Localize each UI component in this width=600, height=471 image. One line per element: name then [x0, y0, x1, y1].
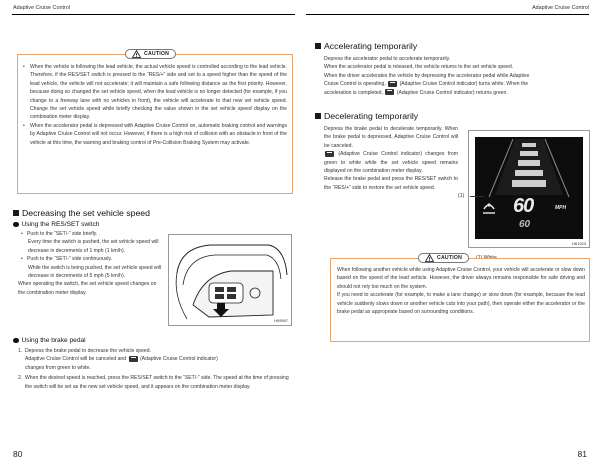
warning-triangle-icon — [132, 50, 141, 58]
meter-unit: MPH — [555, 205, 567, 211]
accelerating-line-5 — [324, 89, 590, 97]
meter-callout-line — [470, 196, 484, 197]
caution-label: CAUTION — [144, 51, 170, 57]
accelerating-line-4-b: (Adaptive Cruise Control indicator) turns white. When the — [399, 81, 529, 88]
brake-step-1-cancel-text: Adaptive Cruise Control will be canceled and — [25, 356, 127, 363]
figure-code-left: H09597 — [273, 318, 288, 323]
cruise-indicator-icon-2 — [388, 81, 397, 87]
brake-step-1 — [13, 347, 293, 372]
right-header-rule — [306, 14, 589, 15]
caution-item-1: • When the vehicle is following the lead vehicle, the actual vehicle speed is controlled according to the lead vehicle. Therefore, if the RES/SET switch is pressed to the “RES/+” side and set to a speed higher than the speed of the lead vehicle, the vehicle will not accelerate; it will maintain a safe following distance as the first priority. However, because doing so changed the set vehicle speed, when the lead vehicle is no longer detected (for example, if you change to a freeway lane with no vehicles in front), the vehicle will accelerate to that new set vehicle speed. Change the set vehicle speed while briefly checking the value shown in the set vehicle speed display on the combination meter display. — [23, 63, 287, 122]
res-set-text — [13, 230, 163, 297]
cruise-indicator-icon-4 — [325, 151, 334, 157]
accelerating-heading — [315, 41, 417, 51]
brake-step-2 — [13, 374, 293, 391]
meter-callout-label: (1) — [458, 193, 465, 199]
warning-triangle-icon-2 — [425, 254, 434, 262]
cruise-indicator-icon-3 — [385, 89, 394, 95]
right-page-header: Adaptive Cruise Control — [532, 5, 589, 11]
decelerating-text-2-wrap — [324, 150, 458, 175]
accelerating-text — [324, 55, 590, 97]
figure-code-right: H61923 — [571, 241, 586, 246]
accelerating-line-4 — [324, 80, 590, 88]
decreasing-heading — [13, 208, 150, 218]
caution-right-text — [337, 266, 585, 316]
accelerating-line-1: Depress the accelerator pedal to accelerate temporarily. — [324, 56, 451, 62]
caution-item-2: • When the accelerator pedal is depressed with Adaptive Cruise Control on, automatic braking control and warnings by Adaptive Cruise Control will not occur. However, if there is a high risk of collision with an obstacle in front of the vehicle at this time, the warning and braking control of Pre-Collision Braking System may activate. — [23, 122, 287, 147]
res-set-bullet-2: • Push to the “SET/-” side continuously. — [13, 255, 163, 263]
accelerating-line-3: When the driver accelerates the vehicle by depressing the accelerator pedal while Adaptive — [324, 72, 530, 79]
steering-switch-figure — [168, 234, 292, 326]
accelerating-line-2: When the accelerator pedal is released, the vehicle returns to the set vehicle speed. — [324, 64, 514, 71]
caution-badge-left — [125, 49, 176, 59]
decreasing-heading-text: Decreasing the set vehicle speed — [22, 208, 150, 218]
caution-right-para-2: If you need to accelerate (for example, to make a lane change) or slow down (for example, because the lead vehicle suddenly slows down or another vehicle cuts into your path), then operate either the accelerator or the brake pedal as appropriate based on surrounding conditions. — [337, 292, 585, 316]
left-header-rule — [12, 14, 295, 15]
brake-step-1-indicator-text: (Adaptive Cruise Control indicator) — [139, 356, 218, 363]
decelerating-text-1: Depress the brake pedal to decelerate temporarily. When the brake pedal is depressed, Adaptive Cruise Control will be canceled. — [324, 126, 458, 149]
meter-set-speed: 60 — [519, 219, 531, 230]
cruise-indicator-icon — [129, 356, 138, 362]
brake-subheading — [13, 337, 86, 344]
cruise-indicator-white-icon — [483, 203, 495, 213]
caution-box-right — [330, 258, 590, 342]
decelerating-text-3: Release the brake pedal and press the RES/SET switch to the “RES/+” side to restore the set vehicle speed. — [324, 176, 458, 191]
brake-subheading-text: Using the brake pedal — [21, 337, 86, 344]
res-set-subheading — [13, 221, 99, 228]
accelerating-line-4-a: Cruise Control is operating, — [324, 81, 386, 88]
section-square-icon-3 — [315, 113, 321, 119]
section-square-icon — [13, 210, 19, 216]
brake-step-1-line-2 — [25, 355, 293, 363]
brake-step-2-text: When the desired speed is reached, press the RES/SET switch to the “SET/-” side. The speed at the time of pressing the switch will be set as the new set vehicle speed, and it appears on the combination meter display. — [25, 375, 289, 390]
accelerating-line-5-a: acceleration is completed, — [324, 89, 383, 96]
caution-badge-right — [418, 253, 469, 263]
combination-meter-display — [475, 137, 583, 239]
caution-right-para-1: When following another vehicle while using Adaptive Cruise Control, your vehicle will accelerate or slow down based on the speed of the lead vehicle. However, the driver always remains responsible for safe driving and should not rely too much on the system. — [337, 267, 585, 290]
decelerating-heading — [315, 111, 418, 121]
brake-step-1-line-3: changes from green to white. — [25, 364, 91, 371]
caution-label-right: CAUTION — [437, 255, 463, 261]
brake-step-1-number: 1. — [18, 348, 23, 354]
res-set-bullet-2-detail: While the switch is being pushed, the set vehicle speed will decrease in decrements of 5 mph (5 km/h). — [28, 264, 162, 280]
res-set-note: When operating the switch, the set vehicle speed changes on the combination meter display. — [18, 281, 157, 296]
accelerating-line-5-b: (Adaptive Cruise Control indicator) returns green. — [396, 89, 508, 96]
meter-figure — [468, 130, 590, 248]
res-set-bullet-1: • Push to the “SET/-” side briefly. — [13, 230, 163, 238]
steering-wheel-illustration — [169, 235, 291, 325]
meter-speed: 60 — [513, 195, 534, 217]
decelerating-heading-text: Decelerating temporarily — [324, 111, 419, 121]
decelerating-text — [324, 125, 458, 192]
accelerating-heading-text: Accelerating temporarily — [324, 41, 418, 51]
res-set-subheading-text: Using the RES/SET switch — [21, 221, 100, 228]
decelerating-text-2: (Adaptive Cruise Control indicator) changes from green to white while the set vehicle speed remains displayed on the combination meter display. — [324, 151, 458, 175]
page-number-left: 80 — [13, 449, 23, 459]
page-number-right: 81 — [577, 449, 587, 459]
section-square-icon-2 — [315, 43, 321, 49]
left-page-header: Adaptive Cruise Control — [13, 5, 70, 11]
caution-box-left — [17, 54, 293, 194]
brake-step-1-line-1: Depress the brake pedal to decrease the vehicle speed. — [25, 348, 152, 354]
bullet-dot-icon — [13, 222, 19, 228]
brake-step-2-number: 2. — [18, 375, 23, 382]
res-set-bullet-1-detail: Every time the switch is pushed, the set vehicle speed will decrease in decrements of 1 mph (1 km/h). — [28, 239, 159, 254]
brake-steps — [13, 347, 293, 391]
bullet-dot-icon-2 — [13, 338, 19, 344]
